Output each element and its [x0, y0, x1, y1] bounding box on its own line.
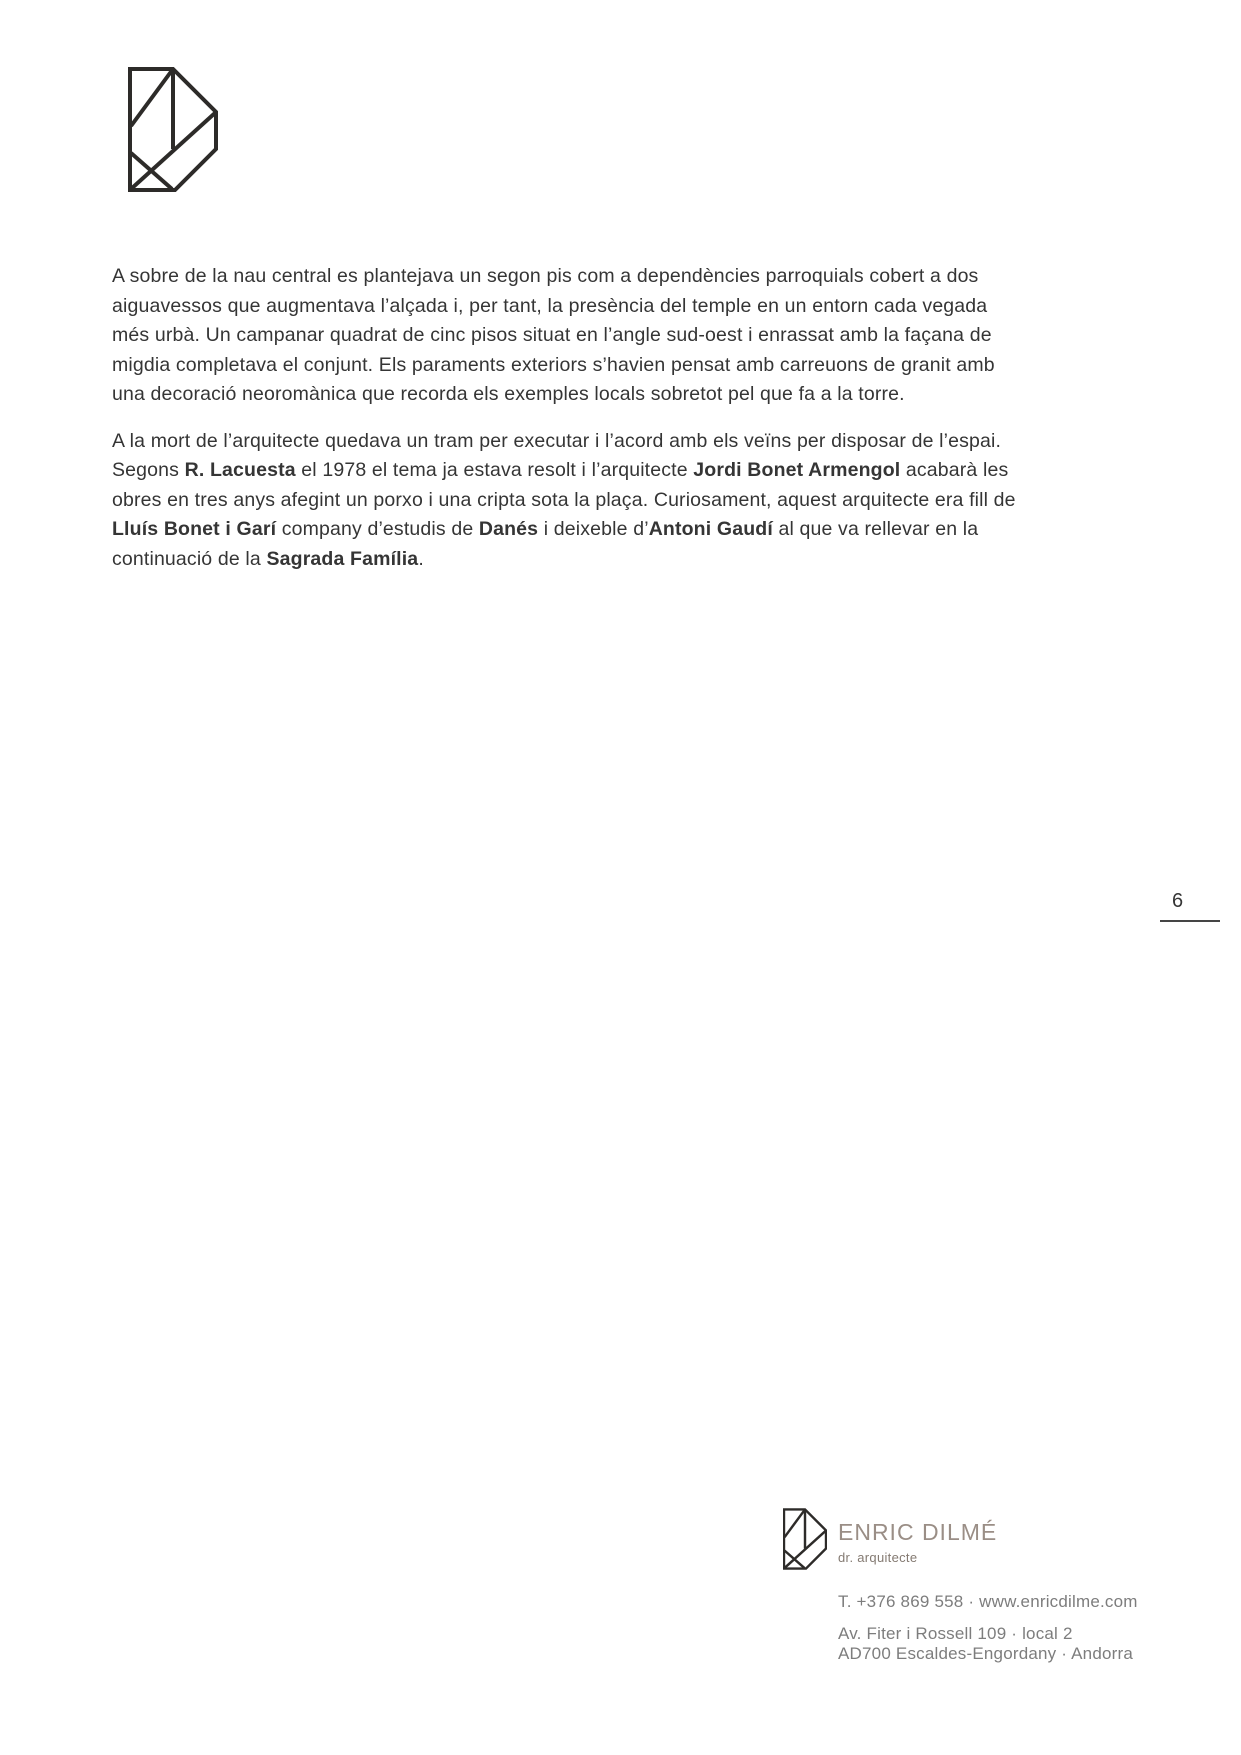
- paragraph: [112, 427, 1030, 575]
- enric-dilme-monogram-icon: [128, 67, 218, 192]
- page-number-rule: [1160, 920, 1220, 922]
- text-run: .: [418, 547, 424, 570]
- address-line-1: Av. Fiter i Rossell 109 · local 2: [838, 1624, 1073, 1643]
- address-line-2: AD700 Escaldes-Engordany · Andorra: [838, 1643, 1134, 1663]
- text-run: acabarà les obres en tres anys afegint un porxo i una cripta sota la plaça. Curiosament, aquest arquitecte era fill de: [112, 459, 1016, 511]
- text-run: A sobre de la nau central es plantejava un segon pis com a dependències parroquials cobert a dos aiguavessos que augmentava l’alçada i, per tant, la presència del temple en un entorn cada vegada més urbà. Un campanar quadrat de cinc pisos situat en l’angle sud-oest i enrassat amb la façana de migdia completava el conjunt. Els paraments exteriors s’havien pensat amb carreuons de granit amb una decoració neoromànica que recorda els exemples locals sobretot pel que fa a la torre.: [112, 265, 995, 405]
- text-run: el 1978 el tema ja estava resolt i l’arquitecte: [295, 459, 694, 481]
- footer-enric-dilme-monogram-icon: [783, 1508, 827, 1570]
- bold-text-run: Lluís Bonet i Garí: [112, 518, 277, 540]
- contact-phone-web: T. +376 869 558 · www.enricdilme.com: [838, 1592, 1138, 1611]
- document-body: [112, 262, 1030, 591]
- paragraph: [112, 262, 1030, 410]
- text-run: company d’estudis de: [276, 518, 479, 540]
- text-run: al que va rellevar en la continuació de la: [112, 518, 979, 570]
- bold-text-run: Danés: [478, 518, 539, 540]
- brand-subtitle: dr. arquitecte: [838, 1550, 918, 1565]
- text-run: A la mort de l’arquitecte quedava un tram per executar i l’acord amb els veïns per disposar de l’espai. Segons: [112, 429, 1002, 481]
- text-run: i deixeble d’: [538, 518, 649, 540]
- brand-name: ENRIC DILMÉ: [838, 1519, 998, 1545]
- bold-text-run: Sagrada Família: [266, 547, 419, 570]
- bold-text-run: Antoni Gaudí: [648, 518, 773, 540]
- page-number: 6: [1172, 890, 1184, 912]
- footer-contact: [838, 1592, 1138, 1663]
- page-number-block: [1160, 890, 1241, 922]
- bold-text-run: Jordi Bonet Armengol: [693, 459, 901, 481]
- address-block: [838, 1624, 1138, 1663]
- bold-text-run: R. Lacuesta: [184, 459, 296, 481]
- footer-brand: [838, 1519, 997, 1565]
